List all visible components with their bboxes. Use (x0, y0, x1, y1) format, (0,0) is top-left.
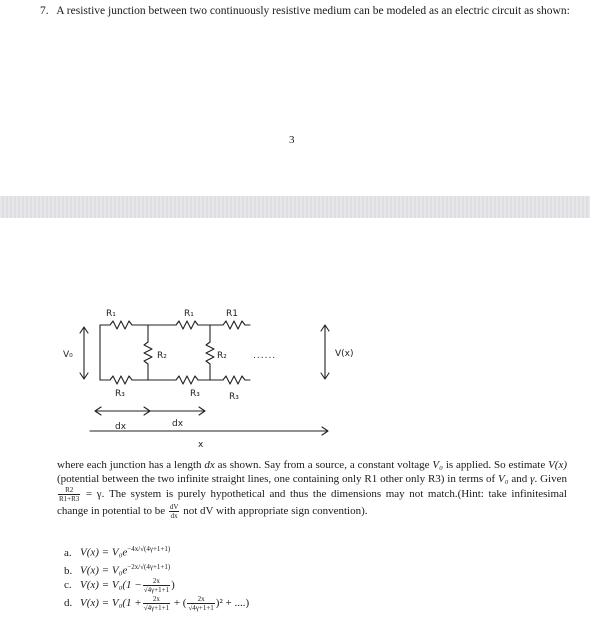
question-text: A resistive junction between two continuously resistive medium can be modeled as an electric circuit as shown: (56, 5, 570, 17)
paragraph-v0-b: V₀ (498, 472, 509, 485)
paragraph-text-3: is applied. So estimate (442, 459, 549, 471)
option-d-denominator-2: √4γ+1+1 (188, 603, 214, 612)
label-r1-a: R₁ (106, 309, 116, 319)
page-top (0, 0, 590, 196)
option-a-letter: a. (64, 546, 72, 559)
rung-resistor-2 (206, 325, 214, 380)
dx-arrow-1 (95, 407, 150, 415)
option-d-numerator-2: 2x (187, 595, 214, 604)
label-r2-b: R₂ (217, 351, 227, 361)
option-d-lhs: V(x) = V₀(1 + (80, 597, 142, 609)
paragraph-text-2: as shown. Say from a source, a constant voltage (214, 459, 433, 471)
paragraph-text-6: . Given (534, 472, 567, 485)
paragraph-text-8: not dV with appropriate sign convention). (180, 505, 368, 518)
label-vx: V(x) (335, 349, 354, 359)
option-a-exponent: −4x/√(4γ+1+1) (127, 545, 171, 553)
hint-fraction (169, 503, 180, 520)
bottom-wire (100, 376, 250, 384)
option-a-lhs: V(x) = V₀e (80, 546, 128, 559)
label-dx-a: dx (115, 422, 127, 432)
dx-arrow-2 (150, 407, 205, 415)
option-c-numerator: 2x (143, 577, 170, 586)
paragraph-v0: V₀ (432, 459, 443, 471)
option-d-numerator-1: 2x (143, 595, 170, 604)
label-dots: ...... (253, 351, 277, 361)
option-c-letter: c. (64, 579, 72, 591)
option-b-letter: b. (64, 564, 73, 577)
question-stem (40, 4, 570, 18)
option-c-rhs: ) (171, 579, 175, 591)
label-r2-a: R₂ (157, 351, 167, 361)
option-d-mid: + ( (171, 597, 187, 609)
problem-paragraph (57, 459, 567, 520)
option-c-lhs: V(x) = V₀(1 − (80, 579, 142, 591)
paragraph-vx: V(x) (548, 459, 568, 471)
option-d-denominator-1: √4γ+1+1 (143, 603, 170, 612)
paragraph-dx: dx (204, 459, 215, 471)
label-x: x (198, 440, 204, 450)
paragraph-gamma: γ (530, 472, 535, 485)
label-v0: V₀ (63, 350, 73, 360)
hint-numerator: dV (169, 503, 179, 512)
paragraph-text-1: where each junction has a length (57, 459, 205, 471)
label-r3-a: R₃ (115, 389, 125, 399)
given-equals: = γ (81, 488, 102, 501)
page-separator (0, 196, 590, 218)
option-d-letter: d. (64, 597, 73, 609)
label-dx-b: dx (172, 419, 184, 429)
label-r3-b: R₃ (190, 389, 200, 399)
answer-options (64, 540, 249, 612)
label-r1-b: R₁ (184, 309, 194, 319)
paragraph-text-7: . The system is purely hypothetical and thus the dimensions may not match.(Hint: take infinitesimal change in potential to be (57, 488, 567, 518)
option-c-denominator: √4γ+1+1 (143, 585, 170, 594)
hint-denominator: dx (170, 512, 178, 521)
option-c-fraction (143, 577, 170, 594)
given-numerator: R2 (58, 486, 80, 495)
v0-arrow (80, 327, 88, 379)
option-b[interactable] (64, 558, 249, 576)
option-d[interactable] (64, 594, 249, 612)
option-b-exponent: −2x/√(4γ+1+1) (127, 563, 171, 571)
rung-resistor-1 (144, 325, 152, 380)
page-number: 3 (289, 134, 295, 146)
circuit-diagram (0, 218, 590, 458)
option-d-fraction-1 (143, 595, 170, 612)
option-b-lhs: V(x) = V₀e (80, 564, 128, 577)
vx-arrow (321, 325, 329, 379)
option-d-rhs: )² + ....) (215, 597, 250, 609)
label-r1-c: R1 (226, 309, 238, 319)
option-c[interactable] (64, 576, 249, 594)
option-a[interactable] (64, 540, 249, 558)
given-denominator: R1+R3 (59, 495, 80, 504)
paragraph-text-4: (potential between the two infinite straight lines, one containing only R1 other only R3) in terms of (57, 472, 499, 485)
paragraph-text-5: and (508, 472, 531, 485)
top-wire (100, 321, 250, 329)
option-d-fraction-2 (187, 595, 214, 612)
given-fraction (58, 486, 80, 503)
label-r3-c: R₃ (229, 392, 239, 402)
question-number: 7. (40, 5, 49, 17)
